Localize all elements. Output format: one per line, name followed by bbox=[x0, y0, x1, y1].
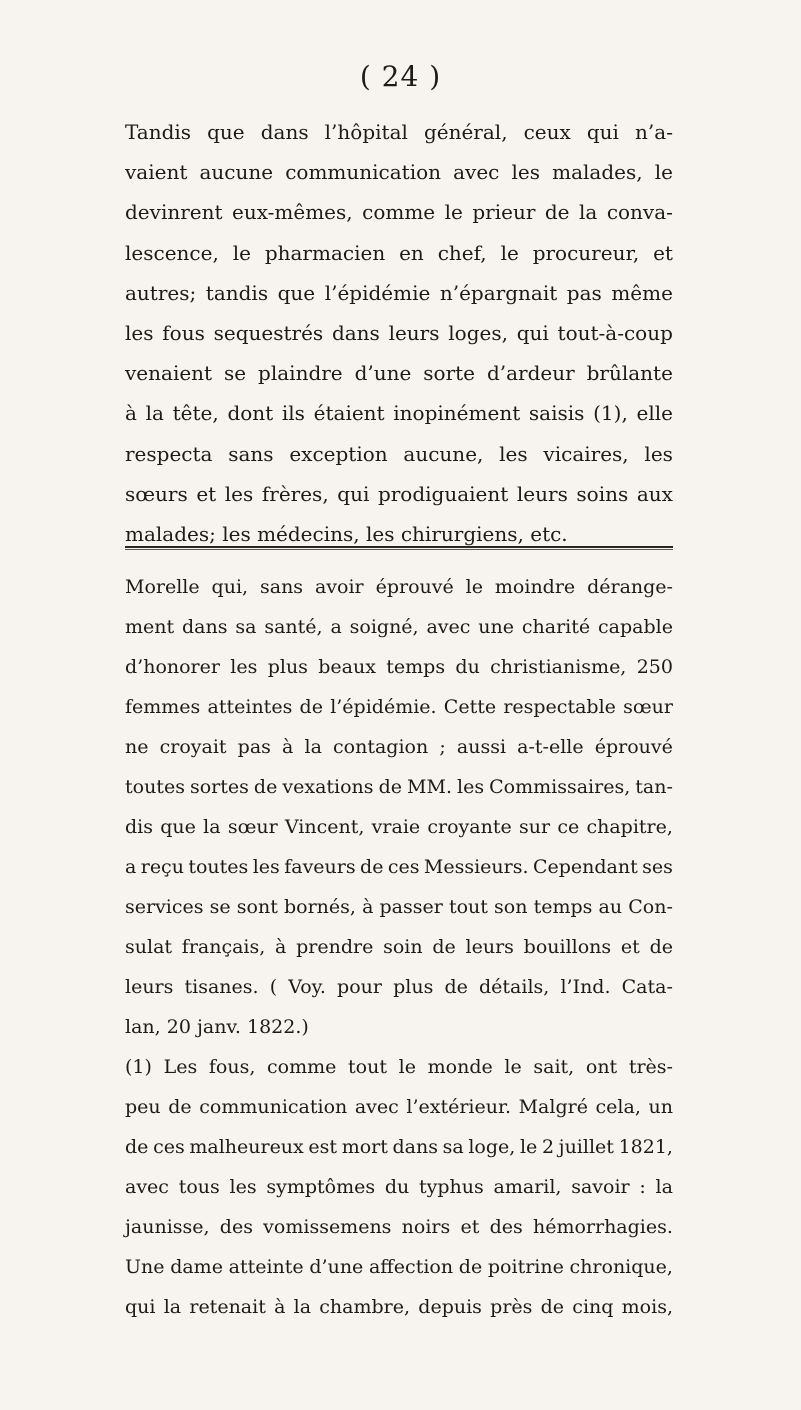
word: sans bbox=[259, 576, 304, 598]
word: avoir bbox=[314, 576, 364, 598]
word: aussi bbox=[456, 736, 507, 758]
word: 2 bbox=[541, 1136, 555, 1158]
word: sur bbox=[518, 816, 551, 838]
word: général, bbox=[423, 120, 508, 144]
footnote-line bbox=[125, 607, 673, 647]
word: sequestrés bbox=[213, 321, 324, 346]
word: de bbox=[649, 936, 673, 958]
word: vicaires, bbox=[543, 441, 629, 466]
word: ont bbox=[585, 1056, 618, 1078]
word: typhus bbox=[419, 1176, 484, 1198]
main-text-line bbox=[125, 434, 673, 474]
word: (1) bbox=[125, 1056, 152, 1078]
word: plus bbox=[267, 656, 308, 678]
word: les bbox=[511, 160, 540, 185]
word: et bbox=[620, 936, 640, 958]
word: les bbox=[230, 656, 258, 678]
word: sa bbox=[442, 1136, 464, 1158]
word: Les bbox=[163, 1056, 198, 1078]
word: tout-à-coup bbox=[557, 321, 673, 346]
word: a bbox=[330, 616, 342, 638]
word: avec bbox=[453, 160, 500, 185]
word: malades, bbox=[552, 160, 643, 185]
word: reçu bbox=[140, 856, 184, 878]
word: n’a- bbox=[635, 120, 673, 144]
word: tisanes. bbox=[184, 976, 259, 998]
word: les bbox=[229, 1176, 257, 1198]
word: qui bbox=[586, 120, 619, 144]
word: pharmacien bbox=[264, 240, 386, 265]
word: inopinément bbox=[393, 401, 521, 426]
word: du bbox=[384, 1176, 410, 1198]
word: respectable bbox=[503, 696, 616, 718]
word: loge, bbox=[468, 1136, 516, 1158]
footnote-line bbox=[125, 807, 673, 847]
footnote-line bbox=[125, 967, 673, 1007]
word: capable bbox=[598, 616, 673, 638]
word: de bbox=[253, 776, 278, 798]
word: charité bbox=[521, 616, 591, 638]
word: détails, bbox=[479, 976, 550, 998]
word: Morelle bbox=[125, 576, 200, 598]
footnote-line bbox=[125, 887, 673, 927]
word: loges, bbox=[448, 321, 508, 346]
word: femmes bbox=[125, 696, 201, 718]
word: les bbox=[365, 522, 395, 547]
word: affection bbox=[368, 1256, 454, 1278]
word: de bbox=[444, 976, 468, 998]
word: beaux bbox=[318, 656, 376, 678]
main-text-line bbox=[125, 152, 673, 192]
word: d’une bbox=[309, 1256, 364, 1278]
word: les bbox=[125, 321, 154, 346]
word: sa bbox=[235, 616, 257, 638]
word: qui bbox=[125, 1296, 156, 1318]
word: cinq bbox=[572, 1296, 614, 1318]
word: amaril, bbox=[493, 1176, 562, 1198]
word: le bbox=[519, 1136, 538, 1158]
word: tous bbox=[178, 1176, 220, 1198]
word: services bbox=[125, 896, 204, 918]
word: Tandis bbox=[125, 120, 192, 144]
word: un bbox=[648, 1096, 673, 1118]
word: savoir bbox=[571, 1176, 630, 1198]
main-text-line bbox=[125, 112, 673, 152]
word: l’épidémie. bbox=[330, 696, 437, 718]
footnote-line bbox=[125, 1047, 673, 1087]
word: à bbox=[125, 401, 137, 426]
word: bornés, bbox=[283, 896, 356, 918]
word: de bbox=[360, 856, 384, 878]
word: Malgré bbox=[518, 1096, 588, 1118]
footnote-line bbox=[125, 1247, 673, 1287]
word: se bbox=[209, 896, 231, 918]
footnote-block bbox=[125, 567, 673, 1327]
word: d’une bbox=[354, 361, 412, 386]
word: lan, bbox=[125, 1016, 161, 1038]
word: ment bbox=[125, 616, 175, 638]
word: pas bbox=[566, 280, 602, 305]
word: tandis bbox=[205, 280, 269, 305]
word: malades; bbox=[125, 522, 216, 547]
word: qui bbox=[337, 481, 370, 506]
word: la bbox=[203, 816, 221, 838]
footnote-line bbox=[125, 567, 673, 607]
word: la bbox=[163, 1296, 182, 1318]
word: retenait bbox=[189, 1296, 266, 1318]
word: exception bbox=[289, 441, 388, 466]
word: christianisme, bbox=[490, 656, 627, 678]
word: leurs bbox=[516, 481, 568, 506]
word: du bbox=[455, 656, 480, 678]
word: fous, bbox=[208, 1056, 256, 1078]
word: chronique, bbox=[569, 1256, 673, 1278]
main-text-line bbox=[125, 474, 673, 514]
word: français, bbox=[181, 936, 266, 958]
word: la bbox=[655, 1176, 673, 1198]
word: eux-mêmes, bbox=[232, 200, 353, 225]
word: respecta bbox=[125, 441, 213, 466]
word: juillet bbox=[558, 1136, 614, 1158]
word: brûlante bbox=[586, 361, 673, 386]
word: depuis bbox=[418, 1296, 482, 1318]
word: autres; bbox=[125, 280, 197, 305]
word: communication bbox=[285, 160, 442, 185]
word: fous bbox=[162, 321, 205, 346]
word: sans bbox=[228, 441, 274, 466]
word: ; bbox=[439, 736, 446, 758]
word: croyante bbox=[427, 816, 512, 838]
word: de bbox=[458, 1256, 483, 1278]
word: sœur bbox=[623, 696, 673, 718]
word: frères, bbox=[261, 481, 329, 506]
word: l’hôpital bbox=[324, 120, 408, 144]
word: que bbox=[207, 120, 245, 144]
word: ces bbox=[387, 856, 420, 878]
word: comme bbox=[267, 1056, 337, 1078]
word: chirurgiens, bbox=[400, 522, 524, 547]
main-text-line bbox=[125, 273, 673, 313]
word: symptômes bbox=[266, 1176, 376, 1198]
word: de bbox=[299, 696, 323, 718]
word: de bbox=[540, 1296, 565, 1318]
word: vraie bbox=[371, 816, 421, 838]
word: communication bbox=[199, 1096, 348, 1118]
word: le bbox=[504, 1056, 522, 1078]
word: ce bbox=[557, 816, 580, 838]
footnote-line bbox=[125, 647, 673, 687]
word: la bbox=[579, 200, 598, 225]
word: aux bbox=[636, 481, 673, 506]
word: médecins, bbox=[257, 522, 360, 547]
word: son bbox=[494, 896, 528, 918]
word: 1822.) bbox=[247, 1016, 309, 1038]
word: 20 bbox=[166, 1016, 191, 1038]
word: temps bbox=[386, 656, 446, 678]
word: sont bbox=[236, 896, 278, 918]
word: MM. bbox=[407, 776, 452, 798]
word: une bbox=[478, 616, 515, 638]
word: soins bbox=[576, 481, 629, 506]
word: n’épargnait bbox=[439, 280, 558, 305]
word: Vincent, bbox=[284, 816, 365, 838]
word: sulat bbox=[125, 936, 173, 958]
word: dans bbox=[182, 616, 228, 638]
footnote-line bbox=[125, 1207, 673, 1247]
word: tan- bbox=[635, 776, 673, 798]
word: la bbox=[293, 1296, 312, 1318]
word: Messieurs. bbox=[423, 856, 529, 878]
word: se bbox=[224, 361, 247, 386]
word: de bbox=[378, 776, 402, 798]
word: l’Ind. bbox=[560, 976, 611, 998]
word: et bbox=[196, 481, 217, 506]
word: la bbox=[304, 736, 322, 758]
word: malheureux bbox=[189, 1136, 304, 1158]
footnote-line bbox=[125, 727, 673, 767]
word: dont bbox=[227, 401, 274, 426]
word: pas bbox=[237, 736, 271, 758]
footnote-line bbox=[125, 1287, 673, 1327]
word: des bbox=[219, 1216, 253, 1238]
word: toutes bbox=[125, 776, 185, 798]
word: 250 bbox=[636, 656, 673, 678]
word: tout bbox=[348, 1056, 387, 1078]
word: vaient bbox=[125, 160, 188, 185]
word: vomissemens bbox=[263, 1216, 392, 1238]
word: les bbox=[252, 856, 280, 878]
word: sortes bbox=[189, 776, 249, 798]
word: Cependant bbox=[532, 856, 638, 878]
word: l’épidémie bbox=[324, 280, 431, 305]
word: pour bbox=[337, 976, 382, 998]
word: aucune bbox=[199, 160, 274, 185]
word: Cata- bbox=[621, 976, 673, 998]
word: de bbox=[544, 200, 570, 225]
word: dis bbox=[125, 816, 153, 838]
word: comme bbox=[362, 200, 436, 225]
word: temps bbox=[533, 896, 593, 918]
word: à bbox=[275, 936, 287, 958]
word: qui bbox=[516, 321, 549, 346]
word: aucune, bbox=[403, 441, 484, 466]
word: même bbox=[611, 280, 673, 305]
word: l’extérieur. bbox=[406, 1096, 512, 1118]
word: les bbox=[644, 441, 673, 466]
word: noirs bbox=[401, 1216, 451, 1238]
word: tête, bbox=[172, 401, 219, 426]
word: sait, bbox=[533, 1056, 575, 1078]
word: leurs bbox=[125, 976, 174, 998]
word: hémorrhagies. bbox=[532, 1216, 673, 1238]
word: a bbox=[125, 856, 137, 878]
word: poitrine bbox=[487, 1256, 564, 1278]
word: très- bbox=[628, 1056, 673, 1078]
word: ( bbox=[269, 976, 278, 998]
word: dans bbox=[331, 321, 380, 346]
word: ils bbox=[281, 401, 305, 426]
word: leurs bbox=[388, 321, 440, 346]
word: procureur, bbox=[532, 240, 640, 265]
word: conva- bbox=[606, 200, 673, 225]
word: éprouvé bbox=[375, 576, 454, 598]
word: a-t-elle bbox=[517, 736, 584, 758]
word: lescence, bbox=[125, 240, 219, 265]
word: et bbox=[460, 1216, 480, 1238]
word: de bbox=[168, 1096, 192, 1118]
word: dame bbox=[170, 1256, 223, 1278]
word: dans bbox=[392, 1136, 438, 1158]
word: vexations bbox=[282, 776, 374, 798]
main-text-line bbox=[125, 192, 673, 232]
word: passer bbox=[379, 896, 443, 918]
word: sorte bbox=[423, 361, 476, 386]
word: en bbox=[399, 240, 424, 265]
word: au bbox=[598, 896, 623, 918]
footnote-line bbox=[125, 1167, 673, 1207]
section-divider bbox=[125, 546, 673, 550]
word: les bbox=[222, 522, 251, 547]
word: devinrent bbox=[125, 200, 223, 225]
word: leurs bbox=[465, 936, 514, 958]
word: ces bbox=[153, 1136, 185, 1158]
word: que bbox=[277, 280, 316, 305]
word: mois, bbox=[621, 1296, 673, 1318]
word: de bbox=[432, 936, 456, 958]
word: plus bbox=[393, 976, 434, 998]
word: les bbox=[224, 481, 254, 506]
word: 1821, bbox=[618, 1136, 673, 1158]
word: santé, bbox=[264, 616, 323, 638]
word: monde bbox=[427, 1056, 493, 1078]
word: mort bbox=[341, 1136, 388, 1158]
word: venaient bbox=[125, 361, 213, 386]
word: qui, bbox=[211, 576, 249, 598]
word: etc. bbox=[530, 522, 568, 547]
word: la bbox=[145, 401, 164, 426]
word: faveurs bbox=[284, 856, 356, 878]
word: étaient bbox=[313, 401, 385, 426]
word: le bbox=[465, 576, 483, 598]
word: les bbox=[457, 776, 485, 798]
word: cela, bbox=[595, 1096, 641, 1118]
word: Con- bbox=[628, 896, 673, 918]
word: près bbox=[490, 1296, 533, 1318]
word: les bbox=[499, 441, 528, 466]
word: et bbox=[653, 240, 673, 265]
word: prendre bbox=[296, 936, 374, 958]
word: le bbox=[398, 1056, 416, 1078]
word: des bbox=[489, 1216, 523, 1238]
main-text-line bbox=[125, 233, 673, 273]
word: soigné, bbox=[349, 616, 419, 638]
word: d’ardeur bbox=[486, 361, 575, 386]
word: dérange- bbox=[587, 576, 673, 598]
main-text-line bbox=[125, 313, 673, 353]
word: ceux bbox=[523, 120, 571, 144]
word: avec bbox=[354, 1096, 399, 1118]
footnote-line bbox=[125, 1007, 673, 1047]
word: bouillons bbox=[523, 936, 612, 958]
word: à bbox=[362, 896, 374, 918]
word: peu bbox=[125, 1096, 161, 1118]
word: croyait bbox=[159, 736, 227, 758]
main-text-block bbox=[125, 112, 673, 554]
word: tout bbox=[448, 896, 488, 918]
word: sœur bbox=[227, 816, 278, 838]
word: ses bbox=[642, 856, 673, 878]
word: : bbox=[639, 1176, 646, 1198]
word: Cette bbox=[443, 696, 497, 718]
word: prieur bbox=[472, 200, 536, 225]
word: toutes bbox=[188, 856, 249, 878]
word: sœurs bbox=[125, 481, 188, 506]
word: avec bbox=[426, 616, 471, 638]
word: jaunisse, bbox=[125, 1216, 210, 1238]
word: le bbox=[232, 240, 251, 265]
word: Une bbox=[125, 1256, 165, 1278]
footnote-line bbox=[125, 1087, 673, 1127]
word: à bbox=[274, 1296, 286, 1318]
word: chapitre, bbox=[586, 816, 673, 838]
word: avec bbox=[125, 1176, 169, 1198]
main-text-line bbox=[125, 353, 673, 393]
word: chef, bbox=[437, 240, 487, 265]
word: contagion bbox=[333, 736, 429, 758]
word: le bbox=[654, 160, 673, 185]
word: d’honorer bbox=[125, 656, 220, 678]
word: dans bbox=[260, 120, 309, 144]
page-number: ( 24 ) bbox=[359, 60, 442, 93]
main-text-line bbox=[125, 393, 673, 433]
word: Voy. bbox=[288, 976, 326, 998]
word: chambre, bbox=[319, 1296, 411, 1318]
word: est bbox=[308, 1136, 338, 1158]
word: plaindre bbox=[258, 361, 343, 386]
word: ne bbox=[125, 736, 149, 758]
footnote-line bbox=[125, 1127, 673, 1167]
word: atteintes bbox=[207, 696, 293, 718]
word: saisis bbox=[528, 401, 585, 426]
word: le bbox=[500, 240, 519, 265]
word: que bbox=[160, 816, 196, 838]
word: de bbox=[125, 1136, 149, 1158]
word: janv. bbox=[196, 1016, 241, 1038]
word: le bbox=[444, 200, 463, 225]
footnote-line bbox=[125, 847, 673, 887]
word: atteinte bbox=[228, 1256, 304, 1278]
word: à bbox=[282, 736, 294, 758]
word: elle bbox=[636, 401, 673, 426]
word: soin bbox=[383, 936, 423, 958]
word: Commissaires, bbox=[489, 776, 631, 798]
footnote-line bbox=[125, 687, 673, 727]
word: (1), bbox=[593, 401, 628, 426]
footnote-line bbox=[125, 767, 673, 807]
word: prodiguaient bbox=[377, 481, 509, 506]
word: moindre bbox=[494, 576, 576, 598]
word: éprouvé bbox=[594, 736, 673, 758]
footnote-line bbox=[125, 927, 673, 967]
